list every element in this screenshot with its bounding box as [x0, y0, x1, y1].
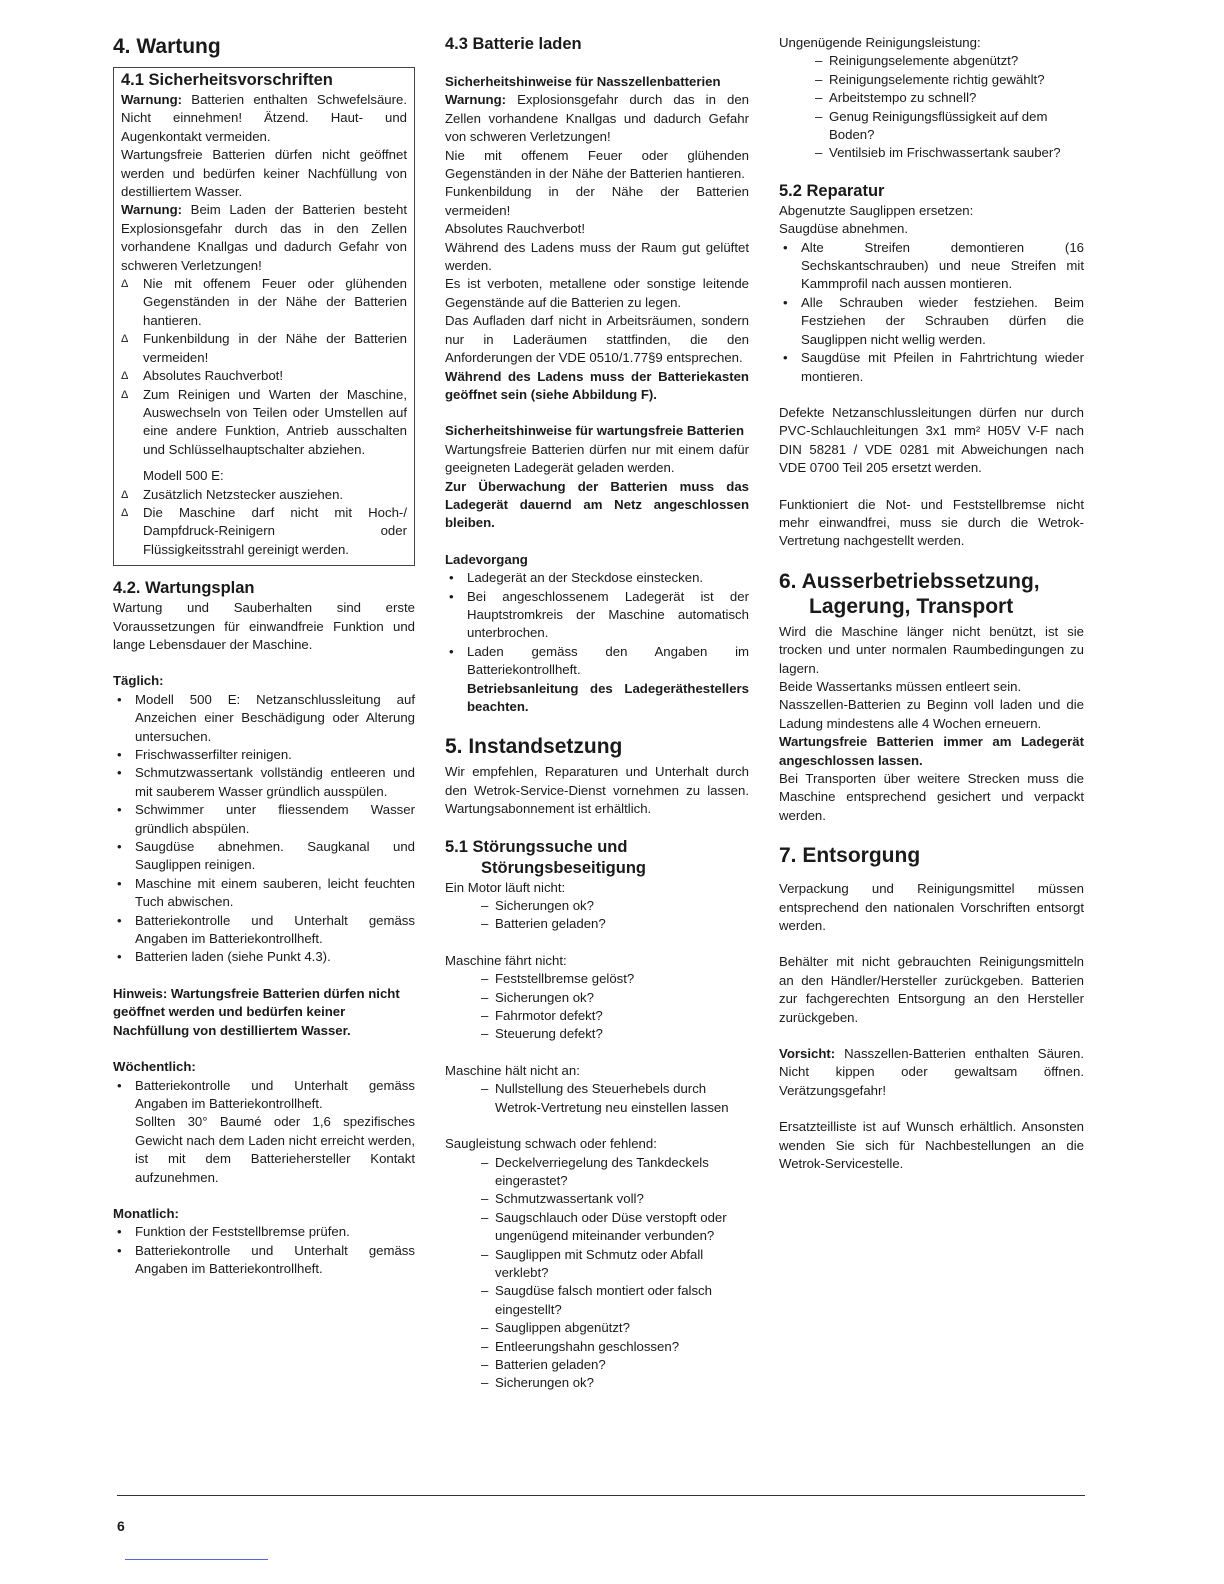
repair-list	[779, 239, 1084, 386]
warning-acid	[121, 91, 407, 146]
list-item: – Feststellbremse gelöst?	[445, 970, 749, 988]
list-item: • Batteriekontrolle und Unterhalt gemäss Angaben im Batteriekontrollheft.	[113, 912, 415, 949]
model-label: Modell 500 E:	[143, 468, 224, 484]
hint-note: Hinweis: Wartungsfreie Batterien dürfen nicht geöffnet werden und bedürfen keiner Nachfüllung von destilliertem Wasser.	[113, 985, 400, 1038]
trouble-1-label: Ein Motor läuft nicht:	[445, 879, 566, 895]
caution-text: Nasszellen-Batterien enthalten Säuren. Nicht kippen oder gewaltsam öffnen. Verätzungsgefahr!	[779, 1046, 1084, 1098]
section-5-title: 5. Instandsetzung	[445, 735, 623, 759]
trouble-3-label: Maschine hält nicht an:	[445, 1062, 580, 1078]
list-item: – Batterien geladen?	[445, 915, 749, 933]
list-item: Δ Absolutes Rauchverbot!	[121, 367, 407, 385]
list-item: – Sauglippen mit Schmutz oder Abfall verklebt?	[445, 1246, 749, 1283]
disposal-paragraph-1: Verpackung und Reinigungsmittel müssen entsprechend den nationalen Vorschriften entsorgt werden.	[779, 881, 1084, 934]
repair-line-1: Abgenutzte Sauglippen ersetzen:	[779, 202, 974, 218]
section-5-paragraph: Wir empfehlen, Reparaturen und Unterhalt durch den Wetrok-Service-Dienst vornehmen zu lassen. Wartungsabonnement ist erhältlich.	[445, 764, 749, 817]
list-item: – Sicherungen ok?	[445, 897, 749, 915]
list-item: – Fahrmotor defekt?	[445, 1007, 749, 1025]
wet-cell-bold-note: Während des Ladens muss der Batteriekasten geöffnet sein (siehe Abbildung F).	[445, 368, 749, 402]
wet-cell-paragraph: Während des Ladens muss der Raum gut gelüftet werden.	[445, 239, 749, 274]
warning-text: Explosionsgefahr durch das in den Zellen vorhandene Knallgas und dadurch Gefahr von schweren Verletzungen!	[445, 92, 749, 145]
trouble-3-list	[445, 1080, 749, 1117]
storage-paragraph-4: Bei Transporten über weitere Strecken muss die Maschine entsprechend gesichert und verpackt werden.	[779, 771, 1084, 823]
list-item: – Steuerung defekt?	[445, 1025, 749, 1043]
section-7-title: 7. Entsorgung	[779, 844, 921, 868]
section-4-title: 4. Wartung	[113, 35, 221, 58]
page-number: 6	[117, 1518, 125, 1534]
repair-brake-paragraph: Funktioniert die Not- und Feststellbremse nicht mehr einwandfrei, muss sie durch die Wetrok-Vertretung nachgestellt werden.	[779, 496, 1084, 549]
list-item: • Laden gemäss den Angaben im Batteriekontrollheft.	[445, 643, 749, 680]
trouble-5-label: Ungenügende Reinigungsleistung:	[779, 35, 981, 50]
storage-bold-note: Wartungsfreie Batterien immer am Ladegerät angeschlossen lassen.	[779, 734, 1084, 768]
warning-text: Batterien enthalten Schwefelsäure. Nicht einnehmen! Ätzend. Haut- und Augenkontakt vermeiden.	[121, 92, 407, 144]
section-5-2-title: 5.2 Reparatur	[779, 181, 885, 200]
column-right	[779, 34, 1084, 1174]
bottom-link-line	[125, 1559, 268, 1560]
list-item: • Saugdüse abnehmen. Saugkanal und Sauglippen reinigen.	[113, 838, 415, 875]
charging-list	[445, 569, 749, 679]
list-item: – Arbeitstempo zu schnell?	[779, 89, 1084, 107]
list-item: • Modell 500 E: Netzanschlussleitung auf Anzeichen einer Beschädigung oder Alterung untersuchen.	[113, 691, 415, 746]
list-item: • Saugdüse mit Pfeilen in Fahrtrichtung wieder montieren.	[779, 349, 1084, 386]
section-5-1-title: 5.1 Störungssuche und Störungsbeseitigung	[445, 837, 646, 877]
list-item: – Reinigungselemente abgenützt?	[779, 52, 1084, 70]
list-item: • Alte Streifen demontieren (16 Sechskantschrauben) und neue Streifen mit Kammprofil nach aussen montieren.	[779, 239, 1084, 294]
warning-explosion	[121, 201, 407, 275]
maintenance-free-paragraph: Wartungsfreie Batterien dürfen nur mit einem dafür geeigneten Ladegerät geladen werden.	[445, 441, 749, 476]
wet-cell-paragraph: Das Aufladen darf nicht in Arbeitsräumen, sondern nur in Laderäumen stattfinden, die den Anforderungen der VDE 0510/1.77§9 entsprechen.	[445, 313, 749, 366]
list-item-text: Batteriekontrolle und Unterhalt gemäss Angaben im Batteriekontrollheft.	[135, 1077, 415, 1111]
list-item: – Entleerungshahn geschlossen?	[445, 1338, 749, 1356]
list-item: • Alle Schrauben wieder festziehen. Beim Festziehen der Schrauben dürfen die Sauglippen nicht wellig werden.	[779, 294, 1084, 349]
wet-cell-paragraph: Absolutes Rauchverbot!	[445, 221, 586, 237]
section-4-2-intro: Wartung und Sauberhalten sind erste Voraussetzungen für einwandfreie Funktion und lange Lebensdauer der Maschine.	[113, 600, 415, 652]
storage-paragraph-2: Beide Wassertanks müssen entleert sein.	[779, 678, 1022, 694]
list-item: • Maschine mit einem sauberen, leicht feuchten Tuch abwischen.	[113, 875, 415, 912]
list-item: • Batteriekontrolle und Unterhalt gemäss Angaben im Batteriekontrollheft.	[113, 1242, 415, 1279]
list-item: – Sicherungen ok?	[445, 989, 749, 1007]
list-item: • Batterien laden (siehe Punkt 4.3).	[113, 948, 415, 966]
list-item: – Saugschlauch oder Düse verstopft oder ungenügend miteinander verbunden?	[445, 1209, 749, 1246]
list-item: • Frischwasserfilter reinigen.	[113, 746, 415, 764]
trouble-4-list	[445, 1154, 749, 1393]
charging-bold-note: Betriebsanleitung des Ladegeräthestellers beachten.	[467, 680, 749, 714]
section-4-3-title: 4.3 Batterie laden	[445, 35, 582, 53]
list-item: – Sauglippen abgenützt?	[445, 1319, 749, 1337]
repair-cable-paragraph: Defekte Netzanschlussleitungen dürfen nur durch PVC-Schlauchleitungen 3x1 mm² H05V V-F nach DIN 58281 / VDE 0281 mit Abweichungen nach VDE 0700 Teil 205 ersetzt werden.	[779, 404, 1084, 476]
trouble-1-list	[445, 897, 749, 934]
section-4-2-title: 4.2. Wartungsplan	[113, 579, 255, 598]
list-item: – Schmutzwassertank voll?	[445, 1190, 749, 1208]
storage-paragraph-3: Nasszellen-Batterien zu Beginn voll laden und die Ladung mindestens alle 4 Wochen erneuern.	[779, 697, 1084, 731]
list-item: Δ Zum Reinigen und Warten der Maschine, Auswechseln von Teilen oder Umstellen auf eine andere Funktion, Antrieb ausschalten und Schlüsselhauptschalter abziehen.	[121, 386, 407, 460]
disposal-paragraph-2: Behälter mit nicht gebrauchten Reinigungsmitteln an den Händler/Hersteller zurückgeben. Batterien zur fachgerechten Entsorgung an den Hersteller zurückgeben.	[779, 954, 1084, 1025]
list-item: – Ventilsieb im Frischwassertank sauber?	[779, 144, 1084, 162]
daily-list	[113, 691, 415, 967]
list-item: • Ladegerät an der Steckdose einstecken.	[445, 569, 749, 587]
caution-label: Vorsicht:	[779, 1046, 836, 1062]
safety-box	[113, 67, 415, 566]
maintenance-free-bold-note: Zur Überwachung der Batterien muss das Ladegerät dauernd am Netz angeschlossen bleiben.	[445, 478, 749, 531]
list-item: Δ Zusätzlich Netzstecker ausziehen.	[121, 486, 407, 504]
safety-list	[121, 275, 407, 459]
column-left	[113, 34, 415, 1279]
disposal-paragraph-3: Ersatzteilliste ist auf Wunsch erhältlich. Ansonsten wenden Sie sich für Nachbestellungen an die Wetrok-Servicestelle.	[779, 1119, 1084, 1172]
weekly-title: Wöchentlich:	[113, 1059, 196, 1075]
list-item-subtext: Sollten 30° Baumé oder 1,6 spezifisches Gewicht nach dem Laden nicht erreicht werden, ist mit dem Batteriehersteller Kontakt aufzunehmen.	[135, 1114, 415, 1185]
list-item	[113, 1077, 415, 1187]
list-item: – Nullstellung des Steuerhebels durch Wetrok-Vertretung neu einstellen lassen	[445, 1080, 749, 1117]
list-item: – Reinigungselemente richtig gewählt?	[779, 71, 1084, 89]
maintenance-free-note: Wartungsfreie Batterien dürfen nicht geöffnet werden und bedürfen keiner Nachfüllung von destilliertem Wasser.	[121, 147, 407, 200]
list-item: – Genug Reinigungsflüssigkeit auf dem Boden?	[779, 108, 1084, 145]
wet-cell-paragraph: Es ist verboten, metallene oder sonstige leitende Gegenstände auf die Batterien zu legen.	[445, 276, 749, 310]
daily-title: Täglich:	[113, 673, 164, 689]
list-item: • Schwimmer unter fliessendem Wasser gründlich abspülen.	[113, 801, 415, 838]
list-item: Δ Funkenbildung in der Nähe der Batterien vermeiden!	[121, 330, 407, 367]
trouble-4-label: Saugleistung schwach oder fehlend:	[445, 1136, 657, 1152]
trouble-2-label: Maschine fährt nicht:	[445, 952, 567, 968]
repair-line-2: Saugdüse abnehmen.	[779, 221, 909, 237]
column-middle	[445, 34, 749, 1393]
wet-cell-paragraph: Funkenbildung in der Nähe der Batterien vermeiden!	[445, 184, 749, 218]
list-item: Δ Die Maschine darf nicht mit Hoch-/ Dampfdruck-Reinigern oder Flüssigkeitsstrahl gereinigt werden.	[121, 504, 407, 559]
weekly-list	[113, 1077, 415, 1187]
list-item: – Sicherungen ok?	[445, 1374, 749, 1392]
list-item: • Bei angeschlossenem Ladegerät ist der Hauptstromkreis der Maschine automatisch unterbrochen.	[445, 588, 749, 643]
trouble-2-list	[445, 970, 749, 1044]
list-item: • Schmutzwassertank vollständig entleeren und mit sauberem Wasser gründlich ausspülen.	[113, 764, 415, 801]
monthly-list	[113, 1223, 415, 1278]
warning-label: Warnung:	[121, 202, 183, 218]
footer-rule	[117, 1495, 1085, 1496]
wet-cell-paragraph: Nie mit offenem Feuer oder glühenden Gegenständen in der Nähe der Batterien hantieren.	[445, 147, 749, 182]
safety-list-model	[121, 486, 407, 560]
warning-text: Beim Laden der Batterien besteht Explosionsgefahr durch das in den Zellen vorhandene Knallgas und dadurch Gefahr von schweren Verletzungen!	[121, 202, 407, 273]
section-6-title: 6. Ausserbetriebssetzung, Lagerung, Transport	[779, 569, 1040, 618]
list-item: – Deckelverriegelung des Tankdeckels eingerastet?	[445, 1154, 749, 1191]
disposal-caution	[779, 1045, 1084, 1100]
charging-title: Ladevorgang	[445, 551, 528, 567]
wet-cell-title: Sicherheitshinweise für Nasszellenbatterien	[445, 74, 721, 89]
list-item: Δ Nie mit offenem Feuer oder glühenden Gegenständen in der Nähe der Batterien hantieren.	[121, 275, 407, 330]
list-item: • Funktion der Feststellbremse prüfen.	[113, 1223, 415, 1241]
wet-cell-warning	[445, 91, 749, 146]
warning-label: Warnung:	[121, 92, 183, 107]
storage-paragraph-1: Wird die Maschine länger nicht benützt, ist sie trocken und unter normalen Raumbedingungen zu lagern.	[779, 623, 1084, 676]
list-item: – Saugdüse falsch montiert oder falsch eingestellt?	[445, 1282, 749, 1319]
warning-label: Warnung:	[445, 92, 507, 108]
trouble-5-list	[779, 52, 1084, 162]
maintenance-free-title: Sicherheitshinweise für wartungsfreie Batterien	[445, 423, 744, 439]
list-item: – Batterien geladen?	[445, 1356, 749, 1374]
monthly-title: Monatlich:	[113, 1205, 179, 1221]
section-4-1-title: 4.1 Sicherheitsvorschriften	[121, 71, 333, 89]
